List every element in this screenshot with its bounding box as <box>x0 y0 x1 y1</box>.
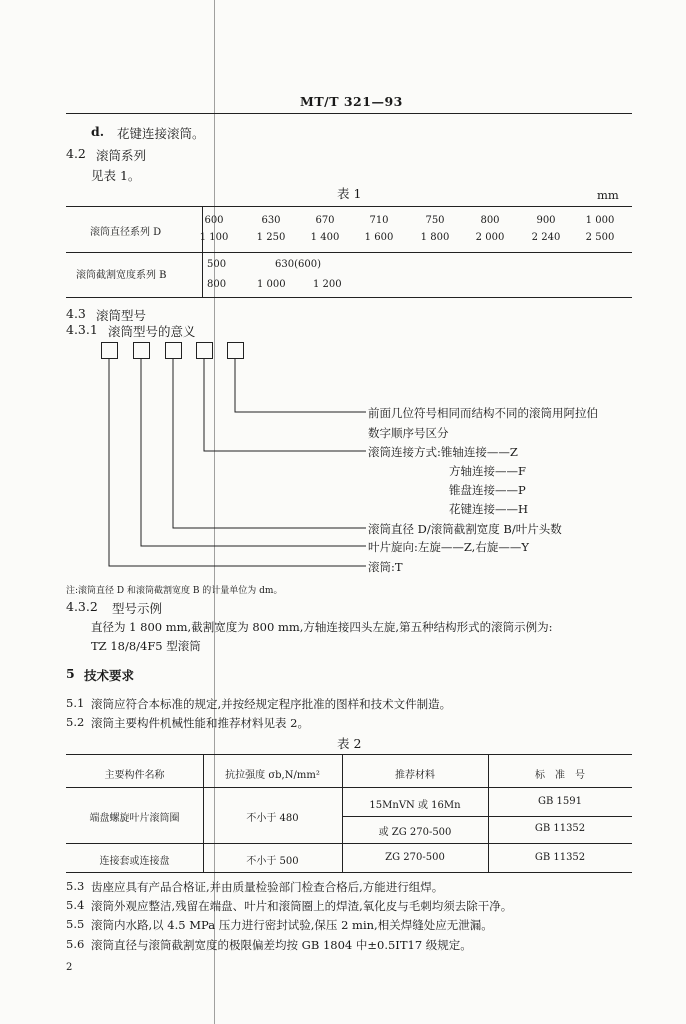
t1-d-12: 1 600 <box>364 232 394 243</box>
table2-row2-name: 连接套或连接盘 <box>99 856 170 867</box>
t1-w-5: 1 200 <box>313 279 342 290</box>
t1-d-4: 710 <box>369 215 389 226</box>
sec-4-3-2-body2: TZ 18/8/4F5 型滚筒 <box>91 639 201 653</box>
sec-5-5-num: 5.5 <box>66 917 85 931</box>
diagram-label-drum: 滚筒:T <box>368 560 403 574</box>
leader-line-4 <box>204 359 366 451</box>
sec-5-4-text: 滚筒外观应整洁,残留在端盘、叶片和滚筒圈上的焊渣,氧化皮与毛刺均须去除干净。 <box>91 899 513 913</box>
sec-5-2-num: 5.2 <box>66 715 85 729</box>
table1-caption: 表 1 <box>337 186 362 201</box>
table2-header-strength: 抗拉强度 σb,N/mm² <box>225 770 320 781</box>
table2-row1-material-a: 15MnVN 或 16Mn <box>369 800 461 811</box>
sec-4-3-2-body1: 直径为 1 800 mm,截割宽度为 800 mm,方轴连接四头左旋,第五种结构形式的滚筒示例为: <box>91 620 553 634</box>
leader-line-5 <box>235 359 366 412</box>
sec-5-1-text: 滚筒应符合本标准的规定,并按经规定程序批准的图样和技术文件制造。 <box>91 697 452 711</box>
sec-5-3-text: 齿座应具有产品合格证,并由质量检验部门检查合格后,方能进行组焊。 <box>91 880 444 894</box>
table2-header-material: 推荐材料 <box>395 770 435 781</box>
t1-d-9: 1 100 <box>199 232 229 243</box>
item-d-label: d. <box>91 124 105 139</box>
diagram-label-cone-disc: 锥盘连接——P <box>449 483 526 497</box>
table2-caption: 表 2 <box>337 736 362 751</box>
t1-d-5: 750 <box>425 215 445 226</box>
t1-w-4: 1 000 <box>257 279 286 290</box>
sec-5-num: 5 <box>66 666 75 681</box>
sec-5-4-num: 5.4 <box>66 898 85 912</box>
t1-w-2: 630(600) <box>275 259 321 270</box>
t1-d-1: 600 <box>204 215 224 226</box>
sec-4-3-title: 滚筒型号 <box>96 308 147 323</box>
diagram-label-serial-2: 数字顺序号区分 <box>368 426 449 440</box>
t1-w-3: 800 <box>207 279 227 290</box>
sec-5-title: 技术要求 <box>84 668 135 683</box>
leader-line-1 <box>109 359 366 566</box>
table2-bottom-rule <box>66 872 632 873</box>
sec-5-3-num: 5.3 <box>66 879 85 893</box>
table2-row1-material-b: 或 ZG 270-500 <box>378 827 452 838</box>
table2-header-component: 主要构件名称 <box>104 770 165 781</box>
sec-5-5-text: 滚筒内水路,以 4.5 MPa 压力进行密封试验,保压 2 min,相关焊缝处应无泄漏。 <box>91 918 493 932</box>
table1-diameter-label: 滚筒直径系列 D <box>90 227 162 238</box>
table2-row1-standard-a: GB 1591 <box>538 796 582 807</box>
table1-width-label: 滚筒截割宽度系列 B <box>76 270 167 281</box>
table2-row2-material: ZG 270-500 <box>385 852 445 863</box>
sec-4-2-num: 4.2 <box>66 146 86 161</box>
item-d-text: 花键连接滚筒。 <box>117 126 205 141</box>
page-number: 2 <box>66 962 73 973</box>
table2-row-rule <box>66 843 632 844</box>
diagram-label-connection: 滚筒连接方式:锥轴连接——Z <box>368 445 518 459</box>
sec-4-3-1-num: 4.3.1 <box>66 322 98 337</box>
sec-4-2-title: 滚筒系列 <box>96 148 147 163</box>
sec-5-1-num: 5.1 <box>66 696 85 710</box>
table1-unit: mm <box>597 188 619 202</box>
table2-row1-strength: 不小于 480 <box>246 813 299 824</box>
t1-d-7: 900 <box>536 215 556 226</box>
t1-d-15: 2 240 <box>531 232 561 243</box>
doc-number: MT/T 321—93 <box>300 94 403 109</box>
table2-header-rule <box>66 787 632 788</box>
t1-d-16: 2 500 <box>585 232 615 243</box>
t1-d-8: 1 000 <box>585 215 615 226</box>
diagram-label-spline: 花键连接——H <box>449 502 529 516</box>
diagram-label-square-shaft: 方轴连接——F <box>449 464 526 478</box>
t1-d-14: 2 000 <box>475 232 505 243</box>
table2-top-rule <box>66 754 632 755</box>
leader-line-3 <box>173 359 366 528</box>
t1-d-6: 800 <box>480 215 500 226</box>
t1-d-2: 630 <box>261 215 281 226</box>
t1-w-1: 500 <box>207 259 227 270</box>
diagram-note: 注:滚筒直径 D 和滚筒截割宽度 B 的计量单位为 dm。 <box>66 586 283 596</box>
sec-5-6-text: 滚筒直径与滚筒截割宽度的极限偏差均按 GB 1804 中±0.5IT17 级规定。 <box>91 938 472 952</box>
sec-4-3-num: 4.3 <box>66 306 86 321</box>
sec-4-3-2-title: 型号示例 <box>112 601 163 616</box>
table2-row2-strength: 不小于 500 <box>246 856 299 867</box>
diagram-label-serial-1: 前面几位符号相同而结构不同的滚筒用阿拉伯 <box>368 406 598 420</box>
sec-4-2-body: 见表 1。 <box>91 168 141 183</box>
diagram-label-rotation: 叶片旋向:左旋——Z,右旋——Y <box>368 540 529 554</box>
diagram-label-diameter: 滚筒直径 D/滚筒截割宽度 B/叶片头数 <box>368 522 562 536</box>
table2-row1-name: 端盘螺旋叶片滚筒圈 <box>89 813 180 824</box>
table2-row1-standard-b: GB 11352 <box>534 823 586 834</box>
table2-subrow-rule <box>342 816 632 817</box>
t1-d-10: 1 250 <box>256 232 286 243</box>
t1-d-11: 1 400 <box>310 232 340 243</box>
sec-4-3-1-title: 滚筒型号的意义 <box>108 324 196 339</box>
sec-4-3-2-num: 4.3.2 <box>66 599 98 614</box>
t1-d-3: 670 <box>315 215 335 226</box>
t1-d-13: 1 800 <box>420 232 450 243</box>
sec-5-2-text: 滚筒主要构件机械性能和推荐材料见表 2。 <box>91 716 309 730</box>
table2-header-standard: 标 准 号 <box>535 770 585 781</box>
table2-row2-standard: GB 11352 <box>534 852 586 863</box>
leader-line-2 <box>141 359 366 546</box>
sec-5-6-num: 5.6 <box>66 937 85 951</box>
